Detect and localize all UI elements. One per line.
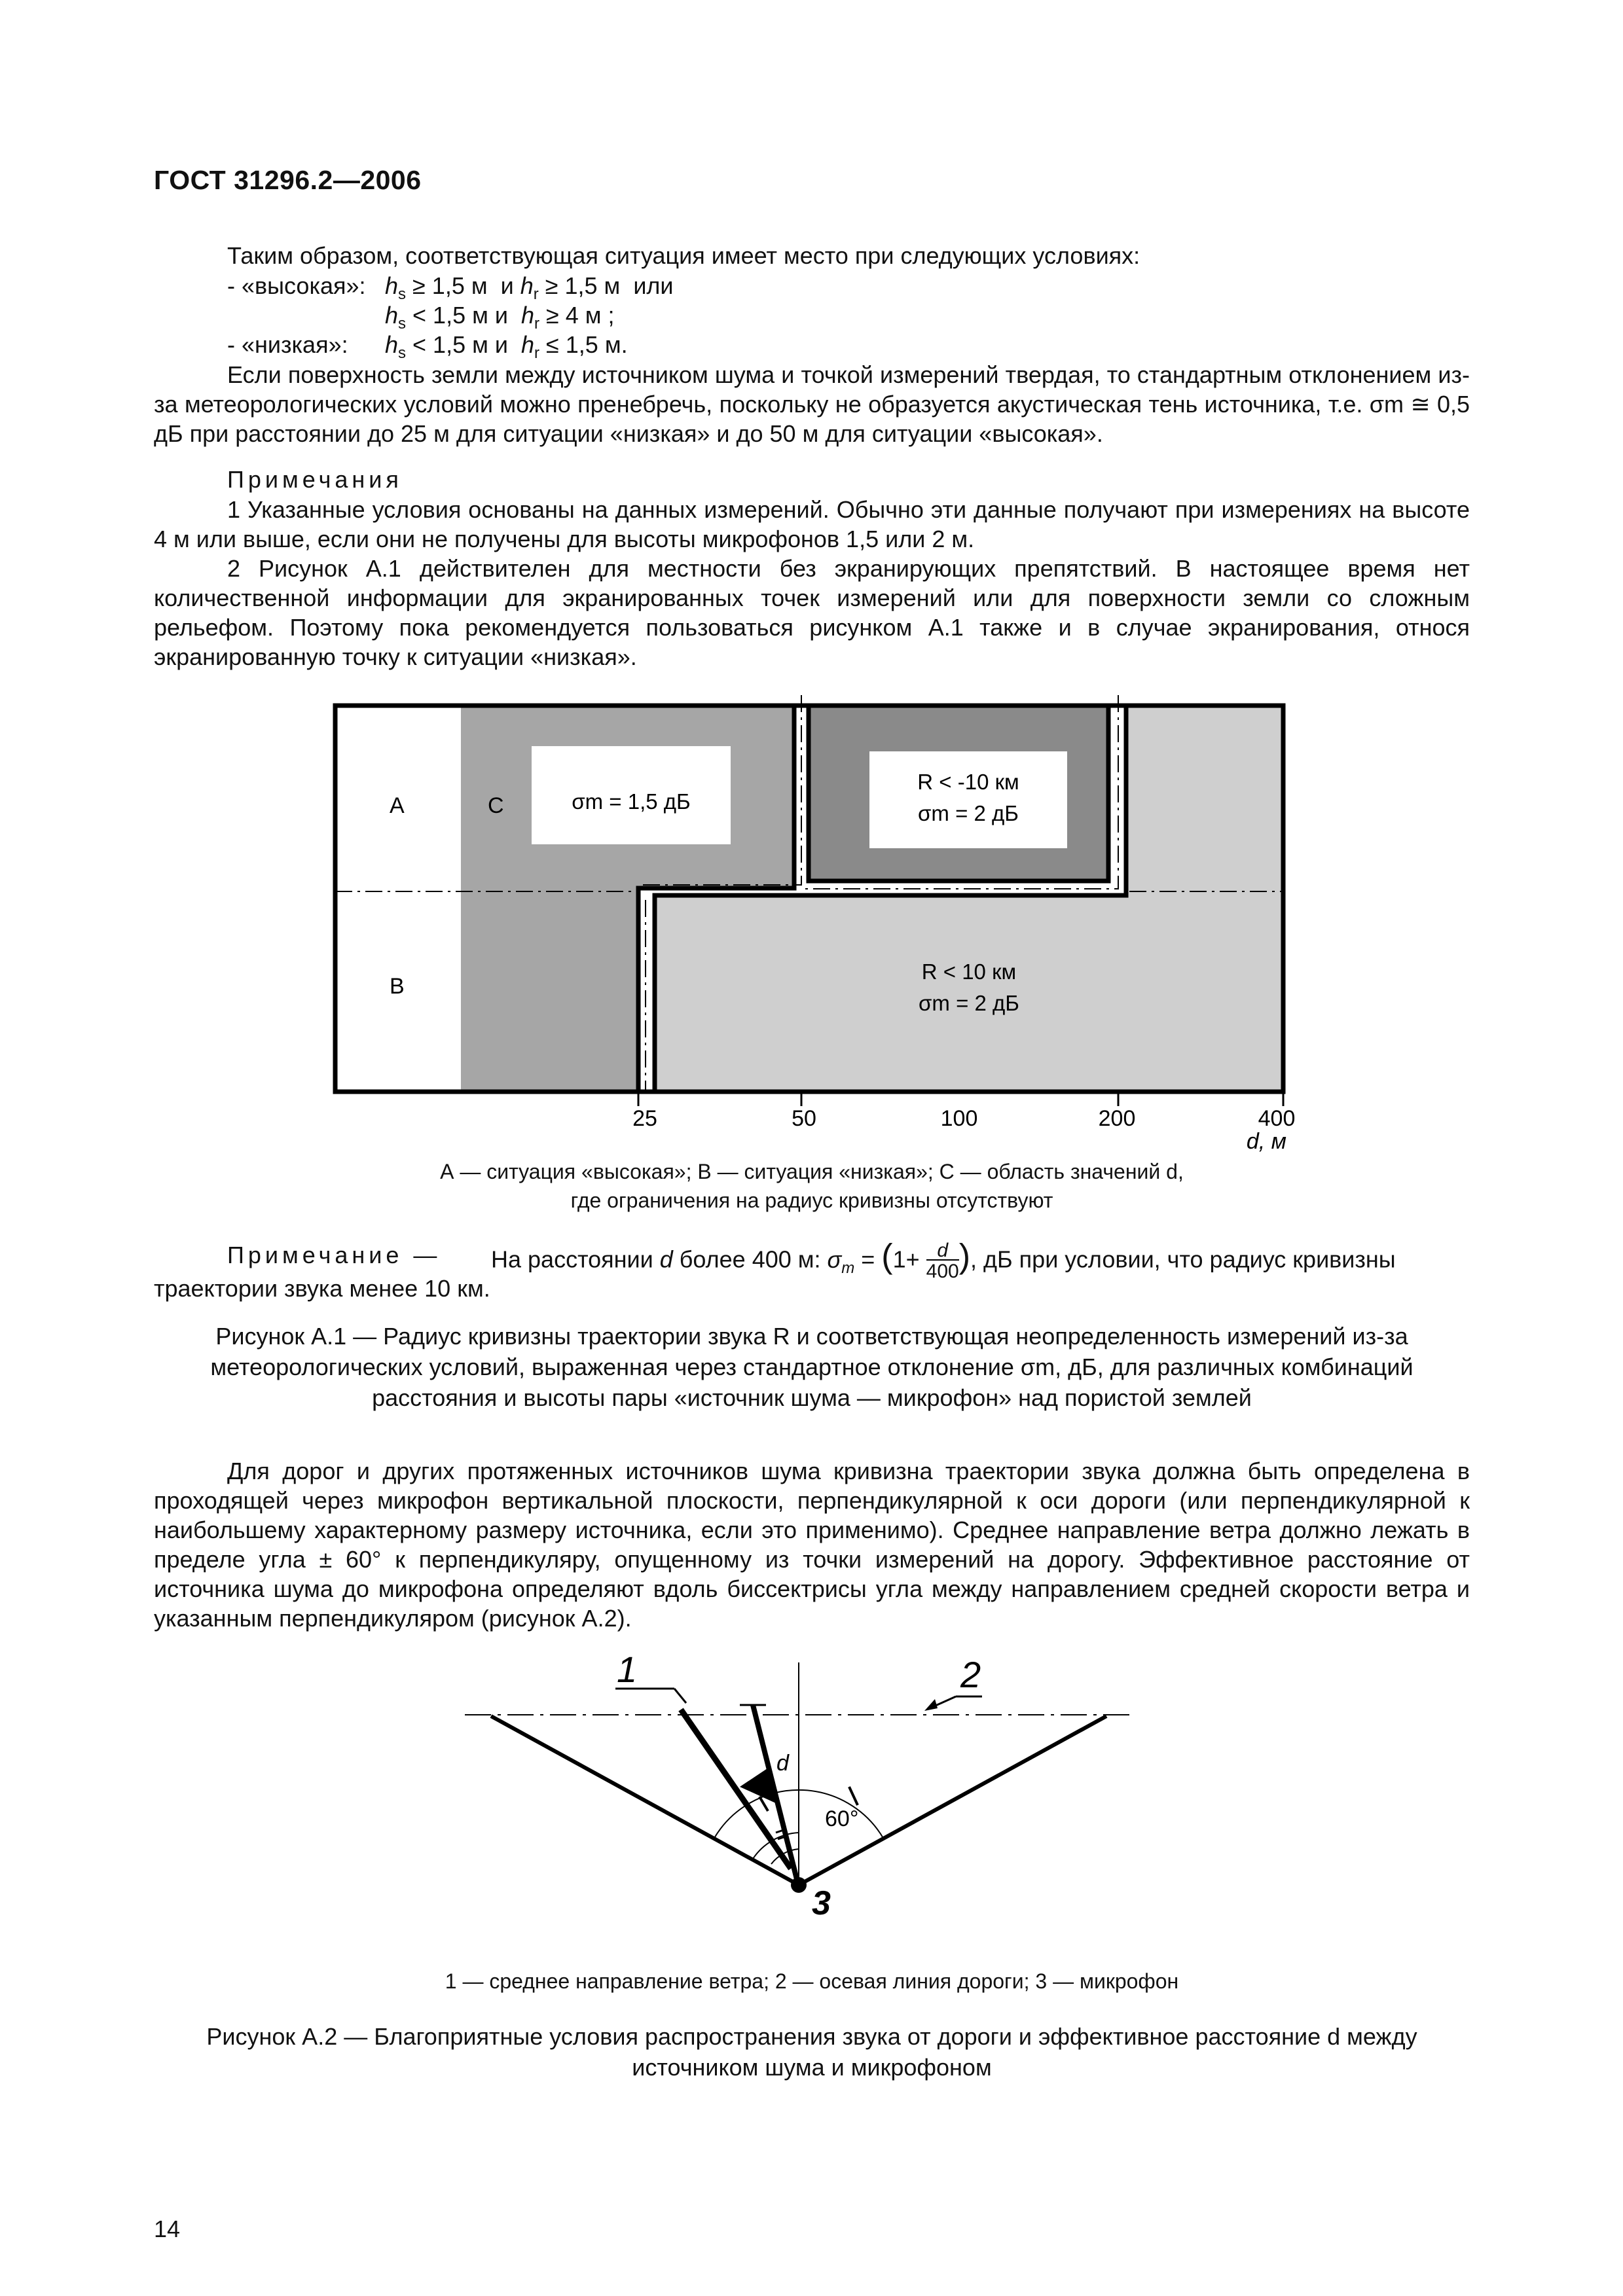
condition-low-label: - «низкая»:	[227, 331, 348, 358]
condition-high-label: - «высокая»:	[227, 272, 366, 299]
figure1-note-formula: На расстоянии d более 400 м: $\sigma_m = (1+ \frac{d}{400})$, дБ при условии, что радиус кривизны	[491, 1237, 1396, 1282]
box3-line1: R < 10 км	[921, 960, 1017, 984]
paragraph-ground: Если поверхность земли между источником шума и точкой измерений твердая, то стандартным отклонением из-за метеорологических условий можно пренебречь, поскольку не образуется акустическая тень источника, т.е. σm ≅ 0,5 дБ при расстоянии до 25 м для ситуации «низкая» и до 50 м для ситуации «высокая».	[154, 361, 1470, 447]
box1-text: σm = 1,5 дБ	[572, 789, 691, 814]
region-a-b	[335, 706, 461, 1092]
microphone-dot	[791, 1877, 807, 1893]
limit-right	[799, 1716, 1106, 1885]
note-2: 2 Рисунок А.1 действителен для местности без экранирующих препятствий. В настоящее время нет количественной информации для экранированных точек измерений или для поверхности земли со сложным рельефом. Поэтому пока рекомендуется пользоваться рисунком А.1 также и в случае экранирования, относя экранированную точку к ситуации «низкая».	[154, 555, 1470, 670]
note-1: 1 Указанные условия основаны на данных измерений. Обычно эти данные получают при измерениях на высоте 4 м или выше, если они не получены для высоты микрофонов 1,5 или 2 м.	[154, 496, 1470, 552]
label-2: 2	[960, 1654, 981, 1695]
paragraph-roads: Для дорог и других протяженных источников шума кривизна траектории звука должна быть определена в проходящей через микрофон вертикальной плоскости, перпендикулярной к оси дороги (или перпендикулярной к наибольшему характерному размеру источника, если это применимо). Среднее направление ветра должно лежать в пределе угла ± 60° к перпендикуляру, опущенному из точки измерений на дорогу. Эффективное расстояние от источника шума до микрофона определяют вдоль биссектрисы угла между направлением средней скорости ветра и указанным перпендикуляром (рисунок А.2).	[154, 1458, 1470, 1632]
region-label-a: А	[390, 793, 405, 818]
condition-high-2: $h_s < 1,5$ м и $h_r \ge 4$ м ;	[385, 302, 615, 333]
box3-line2: σm = 2 дБ	[919, 991, 1019, 1015]
label-1: 1	[617, 1649, 638, 1690]
document-header: ГОСТ 31296.2—2006	[154, 165, 422, 195]
limit-left	[491, 1716, 799, 1885]
label-3: 3	[812, 1884, 831, 1922]
figure-a2-diagram	[0, 1636, 1623, 1950]
notes-heading: Примечания	[227, 466, 403, 493]
figure1-legend-line2: где ограничения на радиус кривизны отсутствуют	[570, 1189, 1053, 1212]
figure2-legend: 1 — среднее направление ветра; 2 — осевая линия дороги; 3 — микрофон	[445, 1969, 1179, 1993]
region-label-b: В	[390, 974, 405, 999]
figure1-legend-line1: А — ситуация «высокая»; В — ситуация «низкая»; С — область значений d,	[440, 1160, 1184, 1183]
label-d: d	[776, 1751, 789, 1776]
figure1-caption: Рисунок А.1 — Радиус кривизны траектории звука R и соответствующая неопределенность измерений из-за метеорологических условий, выраженная через стандартное отклонение σm, дБ, для различных комбинаций расстояния и высоты пары «источник шума — микрофон» над пористой землей	[210, 1323, 1413, 1411]
figure-a1-diagram	[0, 681, 1623, 1152]
axis-unit: d, м	[1246, 1129, 1286, 1152]
tick-100: 100	[940, 1106, 978, 1131]
box2-line2: σm = 2 дБ	[918, 801, 1019, 825]
page-number: 14	[154, 2215, 181, 2242]
note-label: Примечание —	[227, 1242, 441, 1268]
intro-lead: Таким образом, соответствующая ситуация имеет место при следующих условиях:	[227, 242, 1140, 269]
figure1-note-cont: траектории звука менее 10 км.	[154, 1275, 490, 1302]
region-right-top	[1126, 706, 1283, 895]
tick-25: 25	[632, 1106, 657, 1131]
tick-200: 200	[1098, 1106, 1136, 1131]
tick-400: 400	[1258, 1106, 1296, 1131]
label-angle: 60°	[825, 1806, 859, 1831]
condition-low: $h_s < 1,5$ м и $h_r \le 1,5$ м.	[385, 331, 628, 363]
condition-high-1: $h_s \ge 1,5$ м и $h_r \ge 1,5$ м или	[385, 272, 674, 304]
figure2-caption: Рисунок А.2 — Благоприятные условия распространения звука от дороги и эффективное расстояние d между источником шума и микрофоном	[206, 2023, 1417, 2081]
box-r-minus10	[869, 751, 1067, 848]
region-label-c: С	[488, 793, 504, 818]
figure1-note-label	[227, 1240, 441, 1270]
box2-line1: R < -10 км	[917, 770, 1019, 794]
tick-50: 50	[792, 1106, 816, 1131]
